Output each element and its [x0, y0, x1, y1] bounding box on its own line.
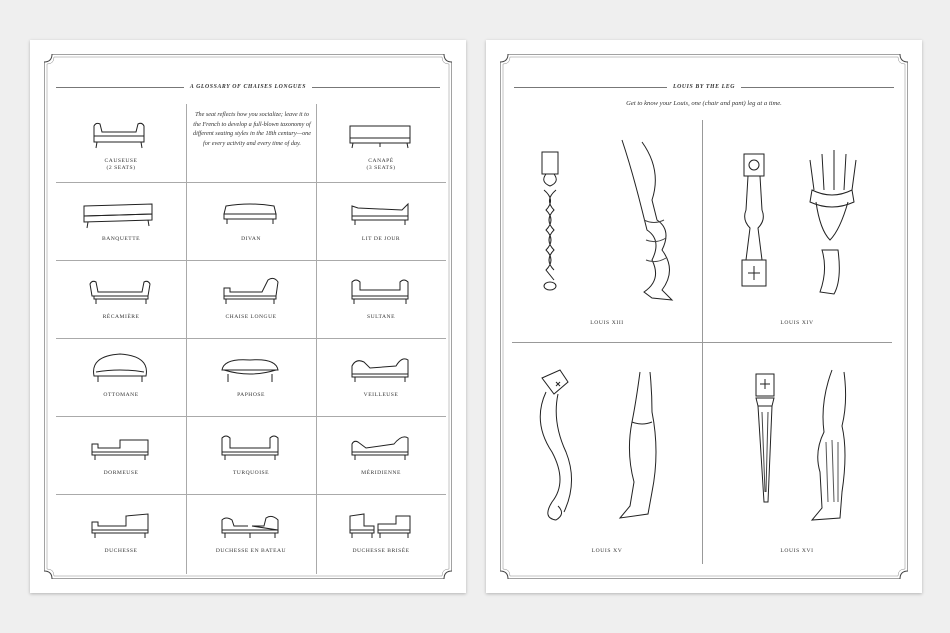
glossary-item: SULTANE — [316, 260, 446, 338]
glossary-item: VEILLEUSE — [316, 338, 446, 416]
glossary-item: DUCHESSE — [56, 494, 186, 572]
paphose-icon — [216, 348, 286, 390]
meridienne-icon — [346, 426, 416, 468]
dormeuse-icon — [86, 426, 156, 468]
leg-cell: LOUIS XVI — [702, 342, 892, 564]
leg-cell: LOUIS XIII — [512, 120, 702, 342]
louis-xiii-chair-leg-icon — [512, 120, 702, 310]
leg-cell: LOUIS XIV — [702, 120, 892, 342]
legs-grid — [512, 120, 892, 564]
glossary-grid — [56, 104, 446, 574]
duchesse-brisee-icon — [346, 504, 416, 546]
legs-subtitle: Get to know your Louis, one (chair and pant) leg at a time. — [626, 100, 782, 107]
right-page — [486, 40, 922, 593]
glossary-item: MÉRIDIENNE — [316, 416, 446, 494]
glossary-item: BANQUETTE — [56, 182, 186, 260]
louis-xvi-chair-leg-icon — [702, 342, 892, 532]
ornamental-frame — [500, 54, 908, 579]
lit-de-jour-icon — [346, 192, 416, 232]
glossary-item: LIT DE JOUR — [316, 182, 446, 260]
canape-sofa-icon — [346, 114, 416, 154]
duchesse-icon — [86, 504, 156, 546]
glossary-item: CAUSEUSE (2 SEATS) — [56, 104, 186, 182]
sultane-icon — [346, 270, 416, 310]
turquoise-icon — [216, 426, 286, 468]
chaise-longue-icon — [216, 270, 286, 310]
left-page — [30, 40, 466, 593]
legs-heading: LOUIS BY THE LEG — [500, 84, 908, 90]
duchesse-en-bateau-icon — [216, 504, 286, 546]
veilleuse-icon — [346, 348, 416, 390]
louis-xiv-chair-leg-icon — [702, 120, 892, 310]
glossary-item: CANAPÉ (3 SEATS) — [316, 104, 446, 182]
glossary-intro: The seat reflects how you socialize; leave it to the French to develop a full-blown taxonomy of different seating styles in the 18th century—one for every activity and every time of day. — [193, 111, 311, 147]
ornamental-frame — [44, 54, 452, 579]
glossary-item: DORMEUSE — [56, 416, 186, 494]
glossary-item: DUCHESSE BRISÉE — [316, 494, 446, 572]
glossary-heading: A GLOSSARY OF CHAISES LONGUES — [44, 84, 452, 90]
ottomane-icon — [86, 348, 156, 390]
glossary-item: CHAISE LONGUE — [186, 260, 316, 338]
causeuse-sofa-icon — [86, 114, 156, 154]
glossary-item: OTTOMANE — [56, 338, 186, 416]
glossary-item: TURQUOISE — [186, 416, 316, 494]
banquette-icon — [80, 192, 160, 232]
glossary-item: RÉCAMIÈRE — [56, 260, 186, 338]
glossary-item: DUCHESSE EN BATEAU — [186, 494, 316, 572]
leg-cell: LOUIS XV — [512, 342, 702, 564]
glossary-item: DIVAN — [186, 182, 316, 260]
louis-xv-chair-leg-icon — [512, 342, 702, 532]
divan-icon — [216, 192, 286, 232]
recamiere-icon — [86, 270, 156, 310]
glossary-item: PAPHOSE — [186, 338, 316, 416]
